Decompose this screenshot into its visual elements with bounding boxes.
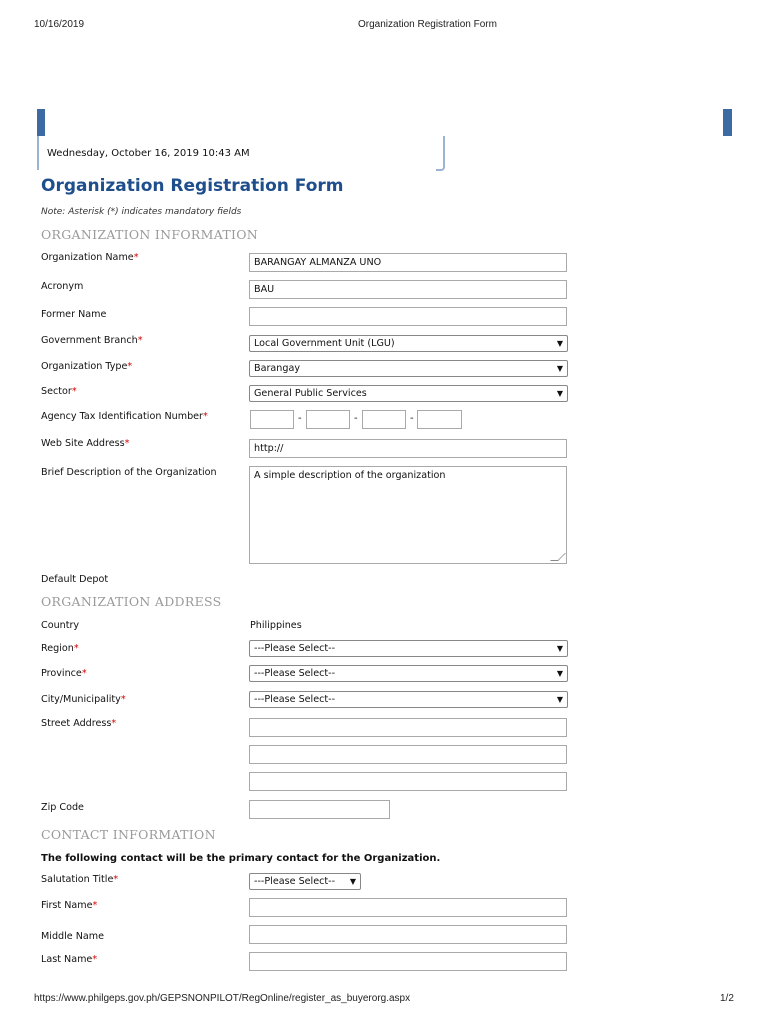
tin-input-1[interactable]	[250, 410, 294, 429]
salutation-label: Salutation Title*	[41, 874, 119, 885]
print-date: 10/16/2019	[34, 19, 85, 30]
org-type-select[interactable]: Barangay ▼	[249, 360, 568, 377]
chevron-down-icon: ▼	[556, 389, 563, 398]
chevron-down-icon: ▼	[349, 877, 356, 886]
city-label: City/Municipality*	[41, 694, 126, 705]
first-name-label: First Name*	[41, 900, 98, 911]
section-contact-info: CONTACT INFORMATION	[41, 827, 216, 842]
middle-name-label: Middle Name	[41, 931, 105, 942]
chevron-down-icon: ▼	[556, 669, 563, 678]
section-org-address: ORGANIZATION ADDRESS	[41, 594, 222, 609]
page-title: Organization Registration Form	[41, 176, 344, 196]
chevron-down-icon: ▼	[556, 364, 563, 373]
chevron-down-icon: ▼	[556, 644, 563, 653]
datetime-bracket	[436, 136, 445, 171]
page-number: 1/2	[720, 993, 734, 1004]
print-title: Organization Registration Form	[358, 19, 497, 30]
current-datetime: Wednesday, October 16, 2019 10:43 AM	[47, 148, 250, 159]
middle-name-input[interactable]	[249, 925, 567, 944]
region-label: Region*	[41, 643, 79, 654]
last-name-input[interactable]	[249, 952, 567, 971]
gov-branch-select[interactable]: Local Government Unit (LGU) ▼	[249, 335, 568, 352]
tin-separator: -	[354, 413, 358, 424]
tin-separator: -	[410, 413, 414, 424]
contact-intro: The following contact will be the primary contact for the Organization.	[41, 853, 441, 864]
tin-input-3[interactable]	[362, 410, 406, 429]
former-name-input[interactable]	[249, 307, 567, 326]
mandatory-note: Note: Asterisk (*) indicates mandatory fields	[41, 207, 242, 217]
chevron-down-icon: ▼	[556, 339, 563, 348]
org-name-label: Organization Name*	[41, 252, 139, 263]
tin-input-2[interactable]	[306, 410, 350, 429]
sector-label: Sector*	[41, 386, 77, 397]
street-label: Street Address*	[41, 718, 117, 729]
description-label: Brief Description of the Organization	[41, 467, 217, 478]
description-textarea[interactable]: A simple description of the organization	[249, 466, 567, 564]
province-label: Province*	[41, 668, 87, 679]
city-select[interactable]: ---Please Select-- ▼	[249, 691, 568, 708]
org-type-label: Organization Type*	[41, 361, 133, 372]
tin-input-4[interactable]	[417, 410, 462, 429]
street-input-3[interactable]	[249, 772, 567, 791]
region-select[interactable]: ---Please Select-- ▼	[249, 640, 568, 657]
first-name-input[interactable]	[249, 898, 567, 917]
left-accent-line	[37, 136, 39, 170]
print-url: https://www.philgeps.gov.ph/GEPSNONPILOT/RegOnline/register_as_buyerorg.aspx	[34, 993, 411, 1004]
last-name-label: Last Name*	[41, 954, 98, 965]
sector-select[interactable]: General Public Services ▼	[249, 385, 568, 402]
tin-separator: -	[298, 413, 302, 424]
country-value: Philippines	[250, 620, 302, 631]
default-depot-label: Default Depot	[41, 574, 109, 585]
section-org-info: ORGANIZATION INFORMATION	[41, 227, 259, 242]
former-name-label: Former Name	[41, 309, 107, 320]
resize-handle-icon[interactable]	[550, 553, 566, 561]
province-select[interactable]: ---Please Select-- ▼	[249, 665, 568, 682]
org-name-input[interactable]: BARANGAY ALMANZA UNO	[249, 253, 567, 272]
website-input[interactable]: http://	[249, 439, 567, 458]
street-input-1[interactable]	[249, 718, 567, 737]
salutation-select[interactable]: ---Please Select-- ▼	[249, 873, 361, 890]
right-accent-bar	[723, 109, 732, 136]
chevron-down-icon: ▼	[556, 695, 563, 704]
street-input-2[interactable]	[249, 745, 567, 764]
tin-label: Agency Tax Identification Number*	[41, 411, 208, 422]
country-label: Country	[41, 620, 80, 631]
acronym-label: Acronym	[41, 281, 84, 292]
gov-branch-label: Government Branch*	[41, 335, 143, 346]
website-label: Web Site Address*	[41, 438, 130, 449]
zip-label: Zip Code	[41, 802, 84, 813]
left-accent-bar	[37, 109, 45, 136]
zip-input[interactable]	[249, 800, 390, 819]
acronym-input[interactable]: BAU	[249, 280, 567, 299]
